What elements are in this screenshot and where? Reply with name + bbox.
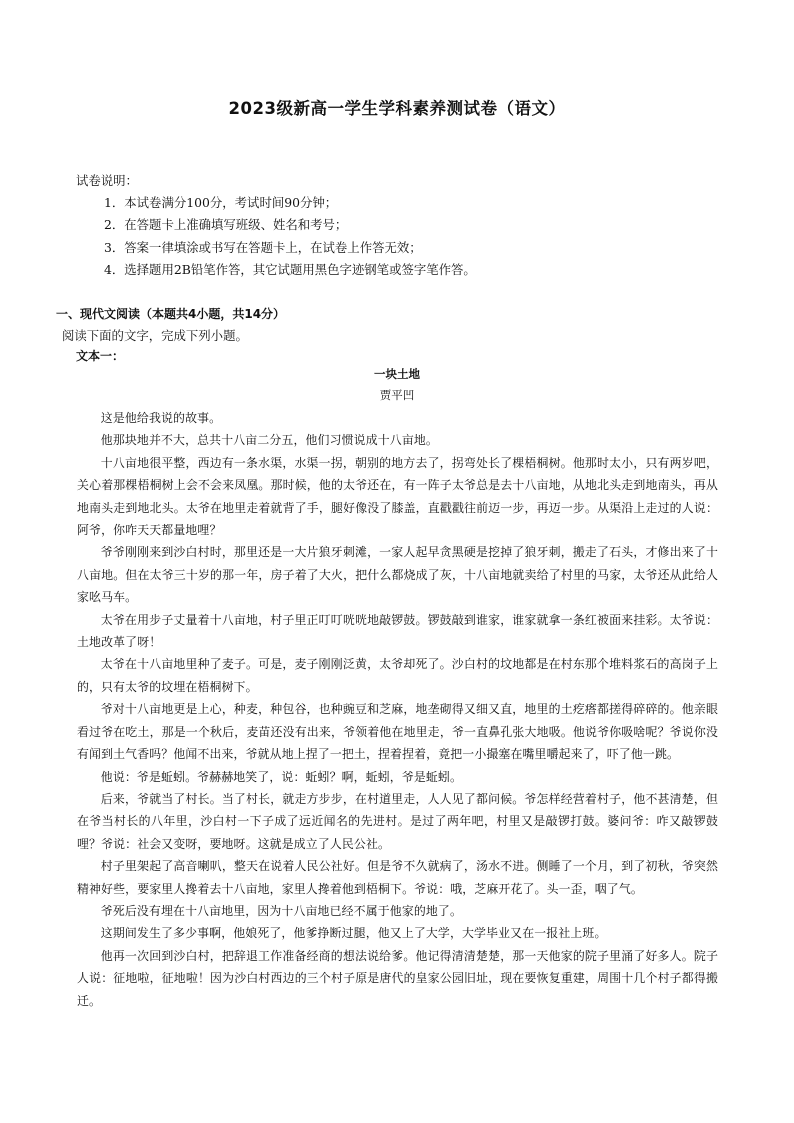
instruction-item: 1．本试卷满分100分，考试时间90分钟； (104, 195, 338, 211)
essay-paragraph: 爷爷刚刚来到沙白村时，那里还是一大片狼牙刺滩，一家人起早贪黑硬是挖掉了狼牙刺，搬走了石头，才修出来了十八亩地。但在太爷三十岁的那一年，房子着了大火，把什么都烧成了灰，十八亩地就卖给了村里的马家，太爷还从此给人家吆马车。 (77, 545, 718, 605)
essay-author: 贾平凹 (379, 388, 415, 402)
instruction-item: 2．在答题卡上准确填写班级、姓名和考号； (104, 217, 348, 233)
exam-instructions (76, 170, 476, 281)
essay-body (77, 407, 718, 1012)
instruction-item: 3．答案一律填涂或书写在答题卡上，在试卷上作答无效； (104, 239, 422, 255)
essay-paragraph: 爷死后没有埋在十八亩地里，因为十八亩地已经不属于他家的地了。 (100, 903, 463, 918)
instructions-heading: 试卷说明： (76, 173, 138, 188)
section-heading: 一、现代文阅读（本题共4小题，共14分） (56, 307, 286, 321)
essay-paragraph: 他那块地并不大，总共十八亩二分五，他们习惯说成十八亩地。 (100, 433, 438, 448)
instruction-item: 4．选择题用2B铅笔作答，其它试题用黑色字迹钢笔或签字笔作答。 (104, 261, 476, 277)
essay-paragraph: 这期间发生了多少事啊，他娘死了，他爹挣断过腿，他又上了大学，大学毕业又在一报社上班。 (100, 926, 607, 941)
section-instruction: 阅读下面的文字，完成下列小题。 (62, 328, 248, 343)
essay-paragraph: 太爷在十八亩地里种了麦子。可是，麦子刚刚泛黄，太爷却死了。沙白村的坟地都是在村东那个堆料浆石的高岗子上的，只有太爷的坟埋在梧桐树下。 (77, 657, 718, 694)
essay-paragraph: 爷对十八亩地更是上心，种麦，种包谷，也种豌豆和芝麻，地垄砌得又细又直，地里的土疙瘩都搓得碎碎的。他亲眼看过爷在吃土，那是一个秋后，麦苗还没有出来，爷领着他在地里走，爷一直鼻孔张大地吸。他说爷你吸啥呢？爷说你没有闻到土气香吗？他闻不出来，爷就从地上捏了一把土，捏着捏着，竟把一小撮塞在嘴里嚼起来了，吓了他一跳。 (77, 702, 718, 762)
essay-paragraph: 村子里架起了高音喇叭，整天在说着人民公社好。但是爷不久就病了，汤水不进。侧睡了一个月，到了初秋，爷突然精神好些，要家里人搀着去十八亩地，家里人搀着他到梧桐下。爷说：哦，芝麻开花了。头一歪，咽了气。 (77, 859, 718, 896)
exam-title: 2023级新高一学生学科素养测试卷（语文） (228, 99, 566, 118)
essay-paragraph: 太爷在用步子丈量着十八亩地，村子里正叮叮咣咣地敲锣鼓。锣鼓敲到谁家，谁家就拿一条红被面来挂彩。太爷说：土地改革了呀！ (77, 612, 718, 650)
essay-paragraph: 他再一次回到沙白村，把辞退工作准备经商的想法说给爹。他记得清清楚楚，那一天他家的院子里涌了好多人。院子人说：征地啦，征地啦！因为沙白村西边的三个村子原是唐代的皇家公园旧址，现在要恢复重建，周围十几个村子都得搬迁。 (77, 948, 718, 1008)
section-reading (56, 304, 756, 367)
essay-paragraph: 十八亩地很平整，西边有一条水渠，水渠一拐，朝别的地方去了，拐弯处长了棵梧桐树。他那时太小，只有两岁吧，关心着那棵梧桐树上会不会来凤凰。那时候，他的太爷还在，有一阵子太爷总是去十八亩地，从地北头走到地南头，再从地南头走到地北头。太爷在地里走着就背了手，腿好像没了膝盖，直戳戳往前迈一步，再迈一步。从渠沿上走过的人说：阿爷，你咋天天都量地哩？ (77, 455, 718, 538)
text-label: 文本一： (76, 349, 125, 363)
essay-paragraph: 后来，爷就当了村长。当了村长，就走方步步，在村道里走，人人见了都问候。爷怎样经营着村子，他不甚清楚，但在爷当村长的八年里，沙白村一下子成了远近闻名的先进村。是过了两年吧，村里又是敲锣打鼓。婆问爷：咋又敲锣鼓哩？爷说：社会又变呀，要地呀。这就是成立了人民公社。 (77, 791, 718, 851)
essay-paragraph: 他说：爷是蚯蚓。爷赫赫地笑了，说：蚯蚓？啊，蚯蚓，爷是蚯蚓。 (100, 769, 463, 784)
essay-paragraph: 这是他给我说的故事。 (100, 411, 222, 425)
essay-title: 一块土地 (374, 367, 420, 381)
